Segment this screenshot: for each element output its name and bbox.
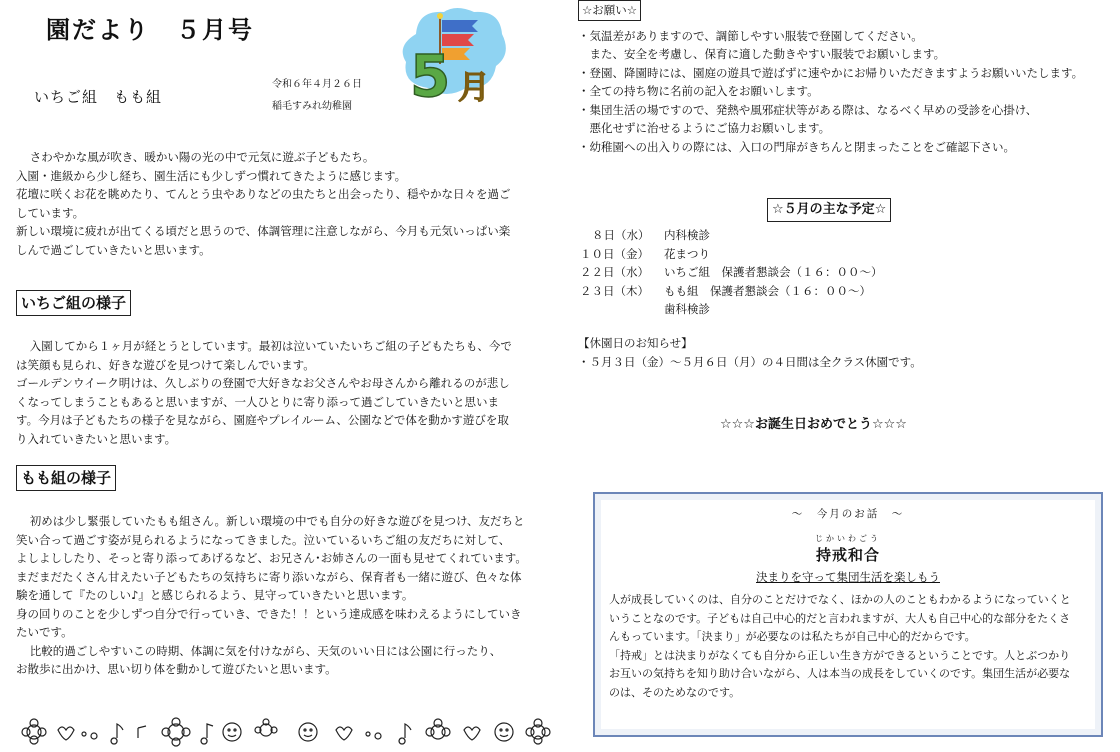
newsletter-title: 園だより ５月号: [46, 16, 254, 44]
intro-line: さわやかな風が吹き、暖かい陽の光の中で元気に遊ぶ子どもたち。: [29, 150, 375, 164]
momo-line: たいです。: [16, 625, 73, 639]
schedule-event: 花まつり: [664, 246, 710, 261]
schedule-event: 内科検診: [664, 228, 710, 242]
schedule-date: １０日（金）: [580, 246, 649, 261]
request-line: ・集団生活の場ですので、発熱や風邪症状等がある際は、なるべく早めの受診を心掛け、: [578, 102, 1038, 117]
request-line: また、安全を考慮し、保育に適した動きやすい服装でお願いします。: [578, 47, 946, 61]
school-name: 稲毛すみれ幼稚園: [272, 101, 352, 112]
story-line: いうことなのです。子どもは自己中心的だと言われますが、大人も自己中心的な部分をたくさ: [609, 611, 1071, 625]
momo-line: お散歩に出かけ、思い切り体を動かして遊びたいと思います。: [16, 662, 337, 676]
schedule-row: [580, 263, 1100, 282]
momo-line: まだまだたくさん甘えたい子どもたちの気持ちに寄り添いながら、保育者も一緒に遊び、色々な体: [16, 569, 522, 584]
holiday-notice: [578, 334, 1098, 371]
schedule-event: いちご組 保護者懇談会（１６：００～）: [664, 265, 883, 279]
doodle-border: [18, 712, 558, 748]
month-kanji: 月: [458, 68, 491, 104]
request-line: 悪化せずに治せるようにご協力お願いします。: [578, 121, 831, 135]
schedule-date: ２３日（木）: [580, 283, 649, 298]
schedule-date: ２２日（水）: [580, 265, 649, 279]
story-title: 持戒和合: [815, 546, 880, 564]
holiday-heading: 【休園日のお知らせ】: [578, 336, 693, 350]
intro-paragraph: [16, 148, 556, 259]
may-emblem: [396, 4, 514, 104]
ichigo-line: す。今月は子どもたちの様子を見ながら、園庭やプレイルーム、公園などで体を動かす遊びを取: [16, 413, 509, 427]
koinobori-illustration: [396, 4, 514, 104]
schedule-heading: ☆５月の主な予定☆: [767, 198, 891, 222]
ichigo-heading: いちご組の様子: [16, 290, 131, 316]
intro-line: しんで過ごしていきたいと思います。: [16, 242, 211, 257]
ichigo-line: ゴールデンウイーク明けは、久しぶりの登園で大好きなお父さんやお母さんから離れるのが悲し: [16, 376, 510, 390]
schedule-row: [580, 245, 1100, 264]
ichigo-line: くなってしまうこともあると思いますが、一人ひとりに寄り添って過ごしていきたいと思いま: [16, 394, 499, 409]
story-line: 「持戒」とは決まりがなくても自分から正しい生き方ができるということです。人とぶつかり: [609, 648, 1071, 662]
holiday-text: ・５月３日（金）～５月６日（月）の４日間は全クラス休園です。: [578, 354, 922, 369]
schedule-row: [580, 300, 1100, 319]
flower-note-doodles: [18, 712, 558, 748]
intro-line: 新しい環境に疲れが出てくる頃だと思うので、体調管理に注意しながら、今月も元気いっぱい楽: [16, 224, 511, 238]
birthday-banner: ☆☆☆お誕生日おめでとう☆☆☆: [720, 417, 907, 432]
momo-line: 初めは少し緊張していたもも組さん。新しい環境の中でも自分の好きな遊びを見つけ、友だちと: [29, 514, 525, 528]
schedule-row: [580, 282, 1100, 301]
story-line: お互いの気持ちを知り助け合いながら、人は本当の成長をしていくのです。集団生活が必要な: [609, 667, 1071, 680]
schedule-event: 歯科検診: [664, 302, 710, 316]
momo-line: よしよししたり、そっと寄り添ってあげるなど、お兄さん･お姉さんの一面も見せてくれています。: [16, 551, 527, 565]
story-line: んもっています。「決まり」が必要なのは私たちが自己中心的だからです。: [609, 630, 976, 643]
request-line: ・気温差がありますので、調節しやすい服装で登園してください。: [578, 28, 923, 43]
ichigo-line: は笑顔も見られ、好きな遊びを見つけて楽しんでいます。: [16, 357, 315, 372]
momo-line: 験を通して『たのしい♪』と感じられるよう、見守っていきたいと思います。: [16, 588, 414, 602]
intro-line: しています。: [16, 205, 85, 220]
class-names: いちご組 もも組: [34, 88, 163, 106]
momo-line: 身の回りのことを少しずつ自分で行っていき、できた！！という達成感を味わえるようにしていき: [16, 606, 522, 621]
ichigo-paragraph: [16, 337, 556, 448]
requests-heading: ☆お願い☆: [578, 0, 641, 21]
story-title-reading: じかいわごう: [815, 534, 881, 543]
schedule-date: ８日（水）: [592, 228, 650, 242]
story-subtitle: 決まりを守って集団生活を楽しもう: [756, 570, 940, 584]
story-box: [593, 492, 1103, 737]
request-line: ・全ての持ち物に名前の記入をお願いします。: [578, 84, 819, 98]
issue-date: 令和６年４月２６日: [272, 79, 362, 90]
ichigo-line: り入れていきたいと思います。: [16, 431, 177, 446]
schedule-row: [580, 226, 1100, 245]
story-line: のは、そのためなのです。: [609, 685, 741, 699]
momo-paragraph: [16, 512, 561, 679]
request-line: ・幼稚園への出入りの際には、入口の門扉がきちんと閉まったことをご確認下さい。: [578, 139, 1015, 154]
story-line: 人が成長していくのは、自分のことだけでなく、ほかの人のこともわかるようになっていくと: [609, 593, 1071, 606]
month-numeral: 5: [410, 42, 451, 104]
intro-line: 花壇に咲くお花を眺めたり、てんとう虫やありなどの虫たちと出会ったり、穏やかな日々を過ご: [16, 187, 511, 201]
intro-line: 入園・進級から少し経ち、園生活にも少しずつ慣れてきたように感じます。: [16, 168, 407, 183]
story-header: ～ 今月のお話 ～: [791, 508, 905, 520]
schedule-date: [580, 300, 664, 319]
requests-section: [578, 0, 1113, 156]
schedule-list: [580, 226, 1100, 319]
momo-line: 比較的過ごしやすいこの時期、体調に気を付けながら、天気のいい日には公園に行ったり、: [29, 643, 502, 658]
ichigo-line: 入園してから１ヶ月が経とうとしています。最初は泣いていたいちご組の子どもたちも、今で: [29, 339, 512, 353]
schedule-event: もも組 保護者懇談会（１６：００～）: [664, 283, 871, 298]
momo-heading: もも組の様子: [16, 465, 116, 491]
story-body: [609, 591, 1087, 702]
momo-line: 笑い合って過ごす姿が見られるようになってきました。泣いているいちご組の友だちに対して、: [16, 532, 511, 547]
request-line: ・登園、降園時には、園庭の遊具で遊ばずに速やかにお帰りいただきますようお願いいたします。: [578, 65, 1084, 80]
issue-info: [272, 74, 362, 118]
